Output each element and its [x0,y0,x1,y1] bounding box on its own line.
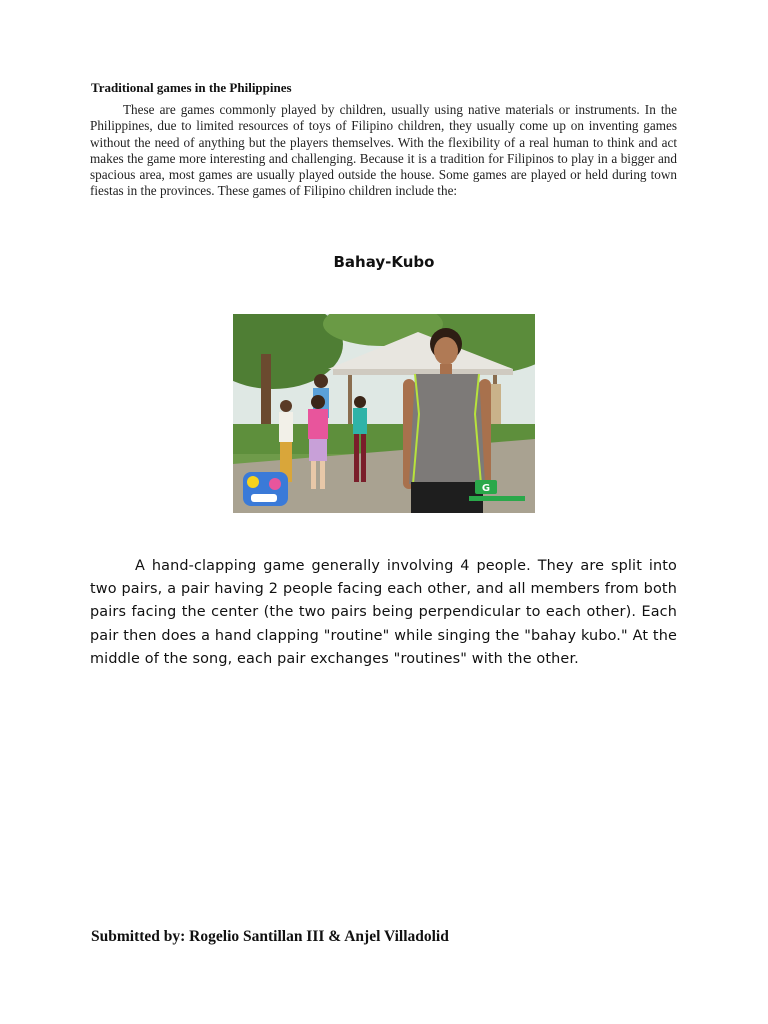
document-heading: Traditional games in the Philippines [91,80,292,95]
bahay-kubo-photo [233,314,535,513]
channel-badge-letter: G [481,483,491,494]
game-description: A hand-clapping game generally involving 4 people. They are split into two pairs, a pair having 2 people facing each other, and all members from both pairs facing the center (the two pairs being perpendicular to each other). Each pair then does a hand clapping "routine" while singing the "bahay kubo." At the middle of the song, each pair exchanges "routines" with the other. [90,558,677,667]
child-yellow [279,400,293,482]
photo-illustration [233,314,535,513]
tree-trunk [261,354,271,434]
submitted-by: Submitted by: Rogelio Santillan III & Anjel Villadolid [91,928,449,945]
game-title: Bahay-Kubo [333,253,435,271]
show-logo [243,472,288,506]
intro-paragraph: These are games commonly played by children, usually using native materials or instruments. In the Philippines, due to limited resources of toys of Filipino children, they usually come up on inventing games without the need of anything but the players themselves. With the flexibility of a real human to think and act makes the game more interesting and challenging. Because it is a tradition for Filipinos to play in a bigger and spacious area, most games are usually played outside the house. Some games are played or held during town fiestas in the provinces. These games of Filipino children include the: [90,102,677,199]
